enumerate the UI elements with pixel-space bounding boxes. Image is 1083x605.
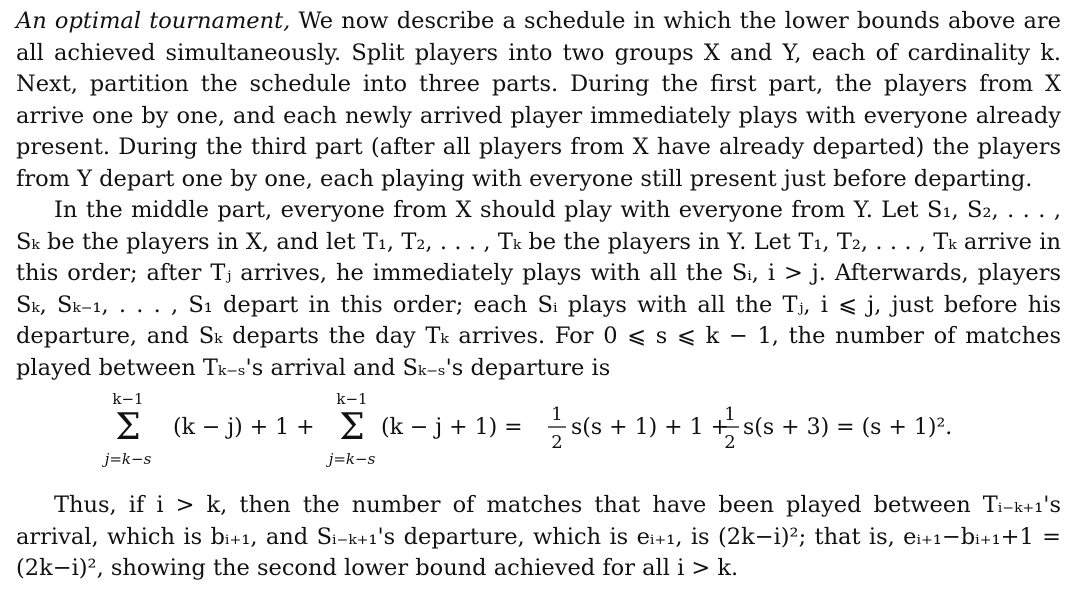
frac1-num: 1 [551, 404, 563, 425]
paper-page [16, 6, 1061, 585]
frac1-den: 2 [551, 432, 563, 453]
equation-middle: s(s + 1) + 1 + [571, 415, 730, 440]
sum2-body: (k − j + 1) = [381, 415, 523, 440]
sum2-upper: k−1 [336, 390, 368, 408]
sum1-lower: j=k−s [104, 450, 152, 468]
paragraph-2-text: In the middle part, everyone from X should play with everyone from Y. Let S₁, S₂, . . . , Sₖ be the players in X, and let T₁, T₂, . . . , Tₖ be the players in Y. Let T₁, T₂, . . . , Tₖ arrive in this order; after Tⱼ arrives, he immediately plays with all the Sᵢ, i > j. Afterwards, players Sₖ, Sₖ₋₁, . . . , S₁ depart in this order; each Sᵢ plays with all the Tⱼ, i ⩽ j, just before his departure, and Sₖ departs the day Tₖ arrives. For 0 ⩽ s ⩽ k − 1, the number of matches played between Tₖ₋ₛ's arrival and Sₖ₋ₛ's departure is [16, 197, 1061, 381]
display-equation [16, 384, 1061, 484]
sum1-sigma: Σ [115, 407, 141, 448]
paragraph-1 [16, 6, 1061, 195]
paragraph-2 [16, 195, 1061, 384]
sum2-lower: j=k−s [328, 450, 376, 468]
frac2-num: 1 [724, 404, 736, 425]
sum1-body: (k − j) + 1 + [173, 415, 315, 440]
frac2-den: 2 [724, 432, 736, 453]
paragraph-3 [16, 490, 1061, 585]
paragraph-lead: An optimal tournament, [16, 8, 291, 34]
sum1-upper: k−1 [112, 390, 144, 408]
sum2-sigma: Σ [339, 407, 365, 448]
paragraph-3-text: Thus, if i > k, then the number of matches that have been played between Tᵢ₋ₖ₊₁'s arrival, which is bᵢ₊₁, and Sᵢ₋ₖ₊₁'s departure, which is eᵢ₊₁, is (2k−i)²; that is, eᵢ₊₁−bᵢ₊₁+1 = (2k−i)², showing the second lower bound achieved for all i > k. [16, 492, 1061, 581]
paragraph-1-text: We now describe a schedule in which the lower bounds above are all achieved simultaneously. Split players into two groups X and Y, each of cardinality k. Next, partition the schedule into three parts. During the first part, the players from X arrive one by one, and each newly arrived player immediately plays with everyone already present. During the third part (after all players from X have already departed) the players from Y depart one by one, each playing with everyone still present just before departing. [16, 8, 1061, 192]
equation-tail: s(s + 3) = (s + 1)². [743, 415, 953, 440]
